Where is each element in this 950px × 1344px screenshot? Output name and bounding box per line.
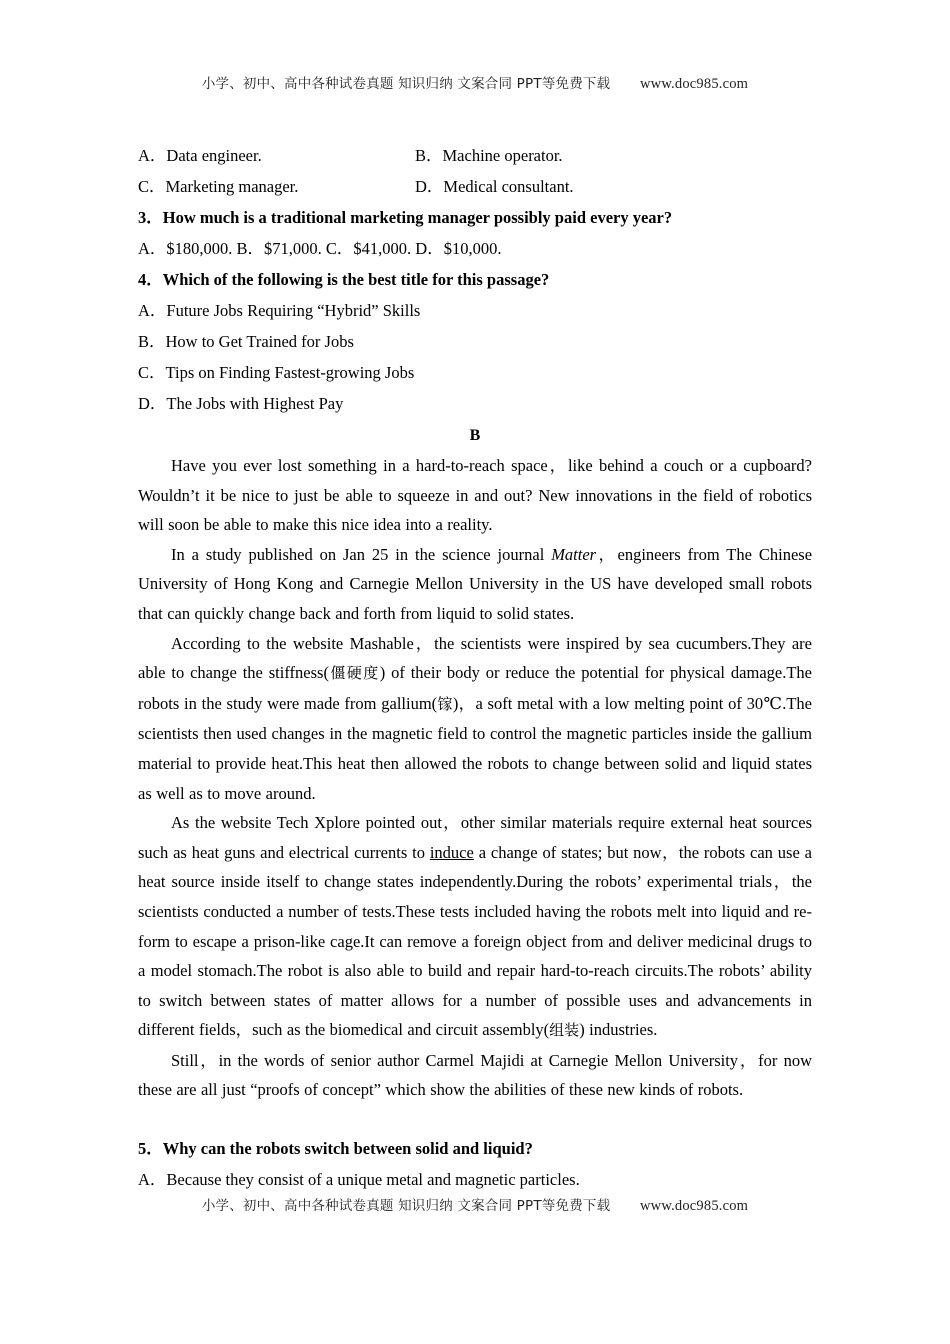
spacer-before-q5 bbox=[138, 1105, 812, 1133]
underlined-word-induce: induce bbox=[429, 842, 474, 862]
journal-name: Matter bbox=[551, 544, 597, 564]
passage-p3-a: According to the website Mashable，the scientists were inspired by sea cucumbers.They are able to change the stiffness( bbox=[138, 633, 812, 683]
question-3-options: A．$180,000. B．$71,000. C．$41,000. D．$10,000. bbox=[138, 239, 502, 258]
gloss-assembly: 组装 bbox=[549, 1021, 580, 1040]
question-3-stem: 3．How much is a traditional marketing manager possibly paid every year? bbox=[138, 208, 673, 227]
q2-option-b bbox=[415, 140, 563, 171]
passage-paragraph-2 bbox=[138, 540, 812, 629]
footer-watermark bbox=[0, 1194, 950, 1215]
watermark-url: www.doc985.com bbox=[639, 76, 749, 92]
passage-p3-b: ) of their body or reduce the potential for physical damage.The robots in the study were made from gallium( bbox=[138, 663, 812, 713]
passage-paragraph-1: Have you ever lost something in a hard-to-reach space，like behind a couch or a cupboard? Wouldn’t it be nice to just be able to squeeze in and out? New innovations in the field of robotics will soon be able to make this nice idea into a reality. bbox=[138, 456, 812, 535]
question-5-option-a: A．Because they consist of a unique metal and magnetic particles. bbox=[138, 1170, 580, 1190]
passage-paragraph-3 bbox=[138, 629, 812, 809]
footer-watermark-url: www.doc985.com bbox=[639, 1198, 749, 1214]
q2-option-c-label: C． bbox=[138, 177, 166, 196]
gloss-stiffness: 僵硬度 bbox=[328, 664, 380, 683]
passage-paragraph-4 bbox=[138, 808, 812, 1046]
q2-option-a bbox=[138, 140, 262, 171]
gloss-gallium: 镓 bbox=[437, 694, 453, 713]
question-5-stem: 5．Why can the robots switch between solid and liquid? bbox=[138, 1139, 533, 1159]
question-4-option-b: B．How to Get Trained for Jobs bbox=[138, 332, 354, 351]
q2-option-b-label: B． bbox=[415, 146, 443, 165]
q2-option-c bbox=[138, 171, 298, 202]
q2-option-b-text: Machine operator. bbox=[442, 146, 563, 165]
question-4-option-d: D．The Jobs with Highest Pay bbox=[138, 394, 344, 413]
q2-option-a-text: Data engineer. bbox=[166, 146, 262, 165]
question-4-option-a: A．Future Jobs Requiring “Hybrid” Skills bbox=[138, 301, 421, 320]
passage-p4-a: As the website Tech Xplore pointed out，other similar materials require external heat sources such as heat guns and electrical currents to bbox=[138, 813, 812, 862]
passage-section-letter: B bbox=[469, 427, 481, 444]
header-watermark bbox=[0, 72, 950, 93]
q2-options-row-2 bbox=[138, 171, 812, 202]
passage-p4-b: a change of states; but now，the robots can use a heat source inside itself to change states independently.During the robots’ experimental trials，the scientists conducted a number of tests.These tests included having the robots melt into liquid and re-form to escape a prison-like cage.It can remove a foreign object from and deliver medicinal drugs to a model stomach.The robot is also able to build and repair hard-to-reach circuits.The robots’ ability to switch between states of matter allows for a number of possible uses and advancements in different fields，such as the biomedical and circuit assembly( bbox=[138, 842, 812, 1040]
passage-p4-c: ) industries. bbox=[579, 1020, 658, 1040]
question-4-option-c: C．Tips on Finding Fastest-growing Jobs bbox=[138, 363, 415, 382]
passage-paragraph-5: Still，in the words of senior author Carmel Majidi at Carnegie Mellon University，for now these are all just “proofs of concept” which show the abilities of these new kinds of robots. bbox=[138, 1050, 812, 1100]
q2-option-c-text: Marketing manager. bbox=[165, 177, 299, 196]
q2-option-d bbox=[415, 171, 574, 202]
q2-option-d-text: Medical consultant. bbox=[443, 177, 574, 196]
passage-p2-post: ，engineers from The Chinese University of Hong Kong and Carnegie Mellon University in the US have developed small robots that can quickly change back and forth from liquid to solid states. bbox=[138, 544, 813, 623]
q2-options-row-1 bbox=[138, 140, 812, 171]
document-content bbox=[138, 140, 812, 1195]
passage-p2-pre: In a study published on Jan 25 in the science journal bbox=[171, 544, 552, 564]
passage-p3-c: )，a soft metal with a low melting point of 30℃.The scientists then used changes in the magnetic field to control the magnetic particles inside the gallium material to provide heat.This heat then allowed the robots to change between solid and liquid states as well as to move around. bbox=[138, 693, 812, 803]
watermark-chinese-text: 小学、初中、高中各种试卷真题 知识归纳 文案合同 PPT等免费下载 bbox=[201, 76, 611, 92]
footer-watermark-chinese-text: 小学、初中、高中各种试卷真题 知识归纳 文案合同 PPT等免费下载 bbox=[201, 1198, 611, 1214]
q2-option-d-label: D． bbox=[415, 177, 444, 196]
q2-option-a-label: A． bbox=[138, 146, 167, 165]
question-4-stem: 4．Which of the following is the best title for this passage? bbox=[138, 270, 550, 289]
